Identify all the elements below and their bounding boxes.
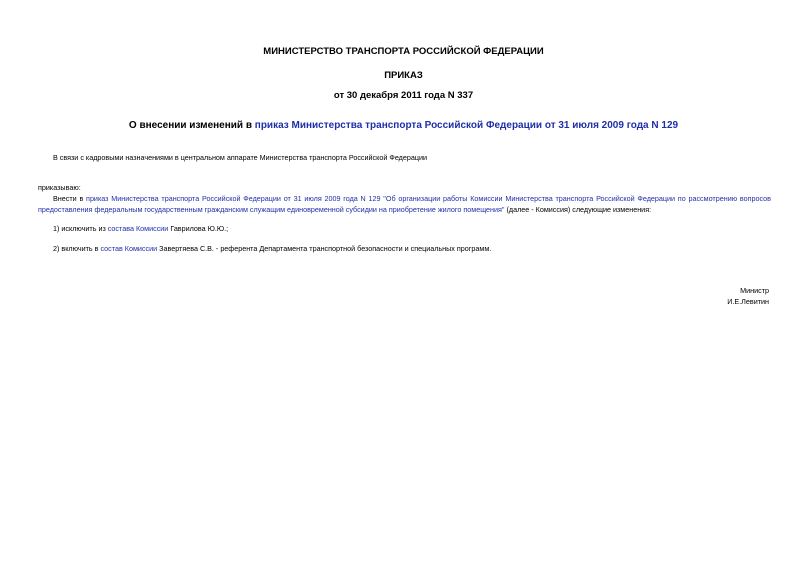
order-title-prefix: О внесении изменений в (128, 120, 255, 131)
item-1-suffix: Гаврилова Ю.Ю.; (168, 224, 229, 233)
signature-name: И.Е.Левитин (727, 297, 769, 306)
item-1 (53, 223, 228, 234)
item-1-prefix: 1) исключить из (53, 224, 108, 233)
amendment-line-2 (38, 204, 771, 215)
amendment-paragraph (38, 193, 771, 215)
order-heading: ПРИКАЗ (384, 70, 423, 81)
ministry-heading: МИНИСТЕРСТВО ТРАНСПОРТА РОССИЙСКОЙ ФЕДЕРАЦИИ (263, 46, 544, 57)
item-2-prefix: 2) включить в (53, 244, 101, 253)
amendment-link[interactable]: приказ Министерства транспорта Российской Федерации от 31 июля 2009 года N 129 (86, 194, 381, 203)
order-title-link[interactable]: приказ Министерства транспорта Российской Федерации от 31 июля 2009 года N 129 (254, 120, 679, 131)
amendment-quote-line-1[interactable]: "Об организации работы Комиссии Министерства транспорта Российской Федерации по рассмотрению вопросов (380, 194, 771, 203)
amendment-quote-line-2[interactable]: предоставления федеральным государственным гражданским служащим единовременной субсидии на приобретение жилого помещения" (38, 205, 505, 214)
item-2-suffix: Завертяева С.В. - референта Департамента транспортной безопасности и специальных программ. (157, 244, 492, 253)
preamble-paragraph: В связи с кадровыми назначениями в центральном аппарате Министерства транспорта Российской Федерации (53, 153, 428, 162)
order-verb: приказываю: (38, 183, 81, 192)
amendment-suffix: (далее - Комиссия) следующие изменения: (504, 205, 652, 214)
amendment-prefix: Внести в (53, 194, 87, 203)
item-1-link[interactable]: состава Комиссии (107, 224, 169, 233)
order-date: от 30 декабря 2011 года N 337 (333, 90, 474, 101)
item-2-link[interactable]: состав Комиссии (100, 244, 158, 253)
order-title (0, 120, 807, 132)
amendment-line-1 (38, 193, 771, 204)
signature-position: Министр (740, 286, 769, 295)
item-2 (53, 243, 491, 254)
